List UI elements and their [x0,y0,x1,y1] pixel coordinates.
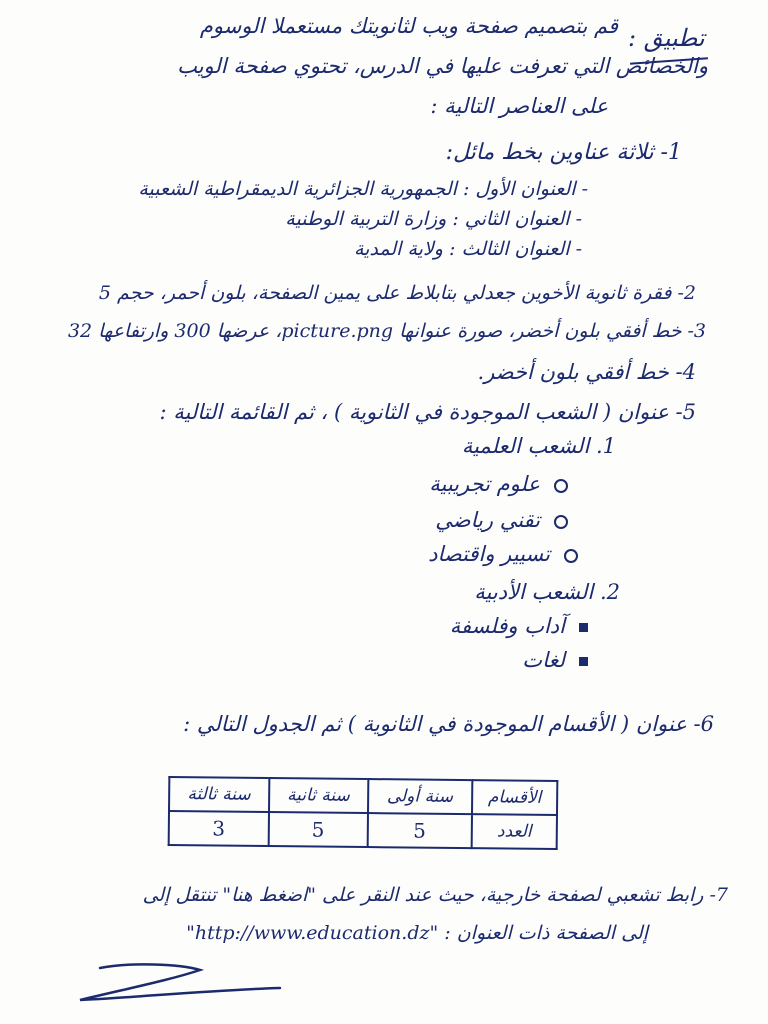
table-cell: 5 [367,813,471,848]
list-item-text: تسيير واقتصاد [428,542,550,566]
table-cell: العدد [471,814,557,849]
sections-table [168,776,559,850]
item-1-line-2: - العنوان الثاني : وزارة التربية الوطنية [285,208,582,230]
item-4: 4- خط أفقي بلون أخضر. [477,360,696,384]
list-item [450,614,588,638]
list-item-text: لغات [522,648,565,672]
table-row [169,811,557,849]
table-header-cell: سنة ثانية [269,778,368,813]
item-5-group-1: 1. الشعب العلمية [461,434,616,458]
circle-bullet-icon [564,549,578,563]
list-item [435,508,568,532]
table-header-cell: سنة ثالثة [169,777,269,812]
list-item-text: علوم تجريبية [429,472,540,496]
item-1-title: 1- ثلاثة عناوين بخط مائل: [445,140,682,165]
list-item [429,472,568,496]
square-bullet-icon [579,657,588,666]
table-cell: 5 [268,812,367,847]
intro-line-2: والخصائص التي تعرفت عليها في الدرس، تحتوي صفحة الويب [177,54,708,78]
table-cell: 3 [169,811,269,846]
item-5-title: 5- عنوان ( الشعب الموجودة في الثانوية ) ، ثم القائمة التالية : [159,400,696,424]
signature-scribble [70,960,290,1010]
table-header-cell: سنة أولى [368,779,472,814]
intro-line-3: على العناصر التالية : [430,94,608,118]
circle-bullet-icon [554,515,568,529]
item-3: 3- خط أفقي بلون أخضر، صورة عنوانها picture.png، عرضها 300 وارتفاعها 32 [67,320,706,342]
item-7-line-2: إلى الصفحة ذات العنوان : "http://www.education.dz" [186,922,648,944]
list-item [428,542,578,566]
circle-bullet-icon [554,479,568,493]
item-1-line-1: - العنوان الأول : الجمهورية الجزائرية الديمقراطية الشعبية [138,178,588,200]
square-bullet-icon [579,623,588,632]
table-row [169,777,557,815]
table-header-cell: الأقسام [472,780,558,815]
intro-line-1: قم بتصميم صفحة ويب لثانويتك مستعملا الوسوم [199,14,618,38]
exercise-heading: تطبيق : [628,24,705,52]
item-1-line-3: - العنوان الثالث : ولاية المدية [353,238,582,260]
item-2: 2- فقرة ثانوية الأخوين جعدلي بتابلاط على يمين الصفحة، بلون أحمر، حجم 5 [98,282,696,304]
item-7-line-1: 7- رابط تشعبي لصفحة خارجية، حيث عند النقر على "اضغط هنا" تنتقل إلى [142,884,728,906]
item-5-group-2: 2. الشعب الأدبية [474,580,620,604]
list-item [522,648,588,672]
item-6-title: 6- عنوان ( الأقسام الموجودة في الثانوية ) ثم الجدول التالي : [183,712,714,736]
list-item-text: تقني رياضي [435,508,540,532]
list-item-text: آداب وفلسفة [449,614,565,638]
